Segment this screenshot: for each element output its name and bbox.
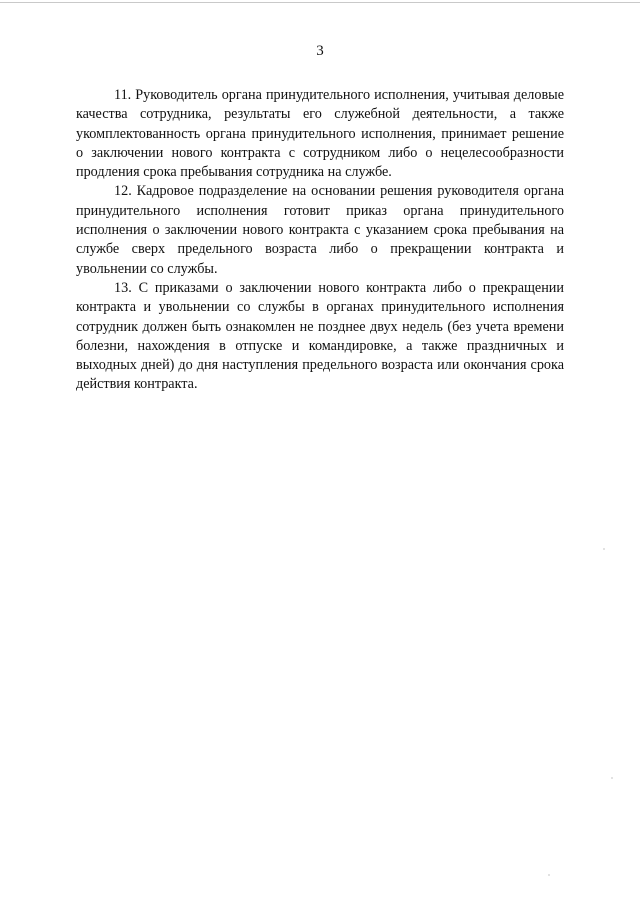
scan-speck xyxy=(611,777,613,779)
scan-top-edge xyxy=(0,2,640,3)
paragraph-12: 12. Кадровое подразделение на основании решения руководителя органа принудительного исполнения готовит приказ органа принудительного исполнения о заключении нового контракта с указанием срока пребывания на службе сверх предельного возраста либо о прекращении контракта и увольнении со службы. xyxy=(76,183,564,277)
document-body xyxy=(76,86,564,395)
scan-speck xyxy=(603,548,605,550)
paragraph-13: 13. С приказами о заключении нового контракта либо о прекращении контракта и увольнении со службы в органах принудительного исполнения сотрудник должен быть ознакомлен не позднее двух недель (без учета времени болезни, нахождения в отпуске и командировке, а также праздничных и выходных дней) до дня наступления предельного возраста или окончания срока действия контракта. xyxy=(76,279,564,393)
paragraph-11: 11. Руководитель органа принудительного исполнения, учитывая деловые качества сотрудника, результаты его служебной деятельности, а также укомплектованность органа принудительного исполнения, принимает решение о заключении нового контракта с сотрудником либо о нецелесообразности продления срока пребывания сотрудника на службе. xyxy=(76,87,564,181)
scan-speck xyxy=(548,874,550,876)
page-number: 3 xyxy=(316,43,324,59)
